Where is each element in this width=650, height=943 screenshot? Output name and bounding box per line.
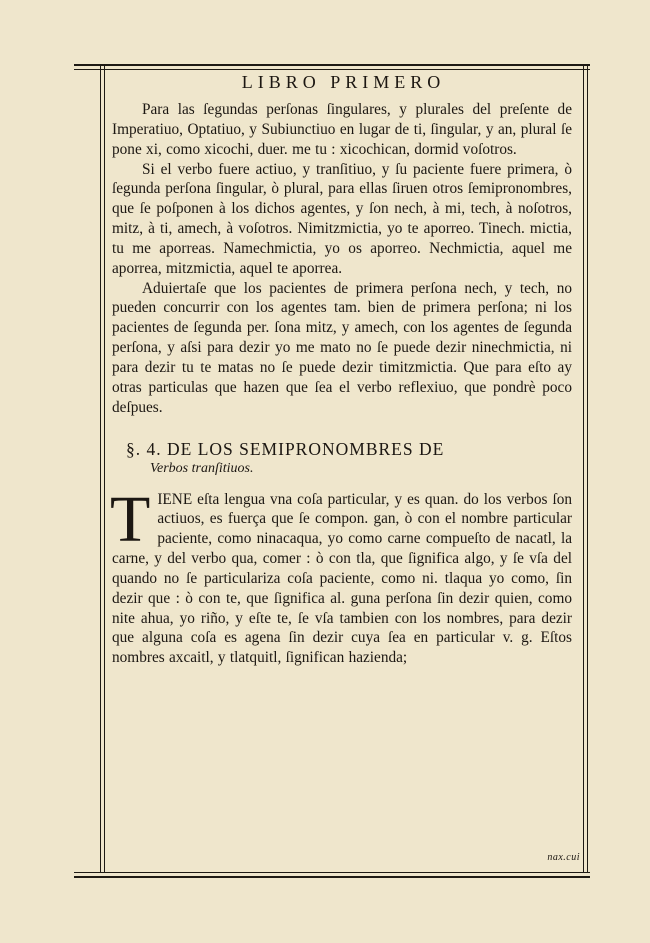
right-border-outer <box>587 66 588 872</box>
left-border-inner <box>104 66 105 872</box>
paragraph-tiene-text: IENE eſta lengua vna coſa particular, y es quan. do los verbos ſon actiuos, es fuerça que ſe compon. gan, ò con el nombre particular paciente, como ninacaqua, yo como carne compueſto de nacatl, la carne, y del verbo qua, comer : ò con tla, que ſignifica algo, y ſe vſa del quando no ſe particulariza coſa paciente, como ni. tlaqua yo como, ſin dezir que : ò con te, que ſignifica al. guna perſona ſin dezir quien, como nite ahua, yo riño, y eſte te, ſe vſa tambien con los nombres, para dezir que alguna coſa es agena ſin dezir cuya ſea en particular v. g. Eſtos nombres axcaitl, y tlatquitl, ſignifican hazienda; <box>112 490 572 667</box>
section-title: §. 4. DE LOS SEMIPRONOMBRES DE <box>126 438 445 459</box>
paragraph-advertencia: Aduiertaſe que los pacientes de primera perſona nech, y tech, no pueden concurrir con los agentes tam. bien de primera perſona; ni los pacientes de ſegunda per. ſona mitz, y amech, con los agentes de ſegunda perſona, y aſsi para dezir yo me mato no ſe puede dezir ninechmictia, ni para dezir tu te matas no ſe puede dezir timitzmictia. Que para eſto ay otras particulas que hazen que ſea el verbo reflexiuo, que pondrè poco deſpues. <box>112 279 572 416</box>
top-rule <box>74 64 590 66</box>
section-heading <box>112 438 572 478</box>
right-border-inner <box>583 66 584 872</box>
text-block <box>112 100 572 668</box>
bottom-rule <box>74 876 590 878</box>
bottom-rule-inner <box>74 872 590 873</box>
paragraph-second-person: Para las ſegundas perſonas ſingulares, y plurales del preſente de Imperatiuo, Optatiuo, y Subiunctiuo en lugar de ti, ſingular, y an, plural ſe pone xi, como xicochi, duer. me tu : xicochican, dormid voſotros. <box>112 101 572 158</box>
running-header: LIBRO PRIMERO <box>241 72 446 92</box>
catchword: nax.cui <box>547 852 580 863</box>
paragraph-tiene <box>110 482 572 669</box>
left-border-outer <box>100 66 101 872</box>
paragraph-active-verbs: Si el verbo fuere actiuo, y tranſitiuo, y ſu paciente fuere primera, ò ſegunda perſona ſingular, ò plural, para ellas ſiruen otros ſemipronombres, que ſe poſponen à los dichos agentes, y ſon nech, à mi, tech, à noſotros, mitz, à ti, amech, à voſotros. Nimitzmictia, yo te aporreo. Tinech. mictia, tu me aporreas. Namechmictia, yo os aporreo. Nechmictia, aquel me aporrea, mitzmictia, aquel te aporrea. <box>112 160 572 277</box>
section-subtitle: Verbos tranſitiuos. <box>150 460 254 476</box>
top-rule-inner <box>74 69 590 70</box>
drop-cap: T <box>110 482 151 556</box>
